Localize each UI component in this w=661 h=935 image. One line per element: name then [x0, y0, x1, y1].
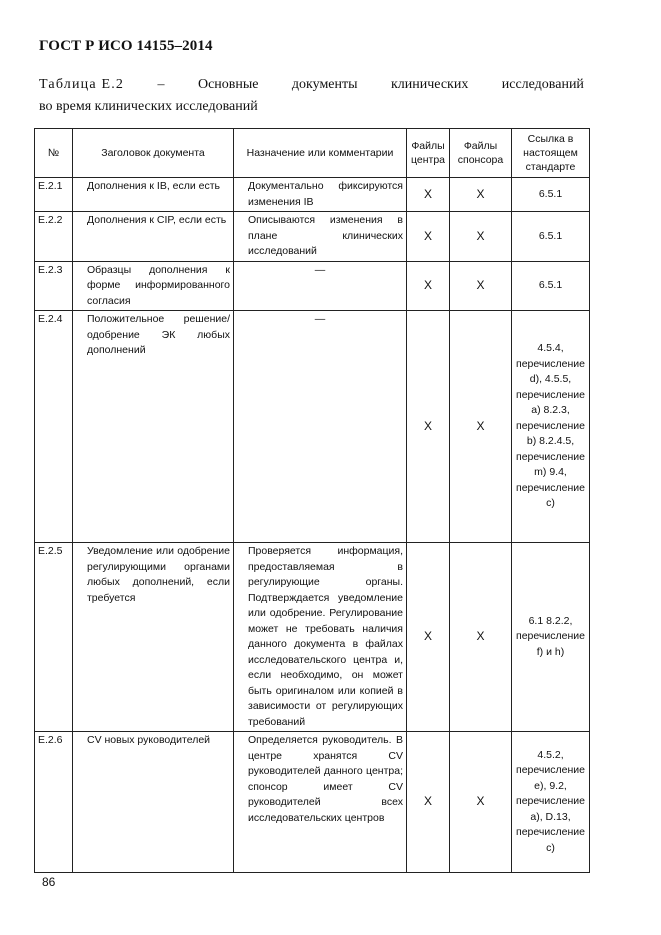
table-row	[35, 212, 590, 262]
row-sponsor-mark: X	[450, 178, 512, 212]
row-purpose: Описываются изменения в плане клинических исследований	[234, 212, 407, 262]
table-header-row	[35, 129, 590, 178]
row-title: Дополнения к CIP, если есть	[73, 212, 234, 262]
row-title: Положительное решение/одобрение ЭК любых дополнений	[73, 311, 234, 543]
row-center-mark: X	[407, 732, 450, 873]
row-number: Е.2.6	[35, 732, 73, 873]
row-title: Дополнения к IB, если есть	[73, 178, 234, 212]
documents-table	[34, 128, 590, 873]
table-row	[35, 178, 590, 212]
caption-label: Таблица Е.2	[39, 77, 125, 92]
row-number: Е.2.2	[35, 212, 73, 262]
row-title: Уведомление или одобрение регулирующими органами любых дополнений, если требуется	[73, 543, 234, 732]
row-number: Е.2.1	[35, 178, 73, 212]
table-row	[35, 261, 590, 311]
table-row	[35, 543, 590, 732]
row-purpose: Определяется руководитель. В центре хранятся CV руководителей данного центра; спонсор имеет CV руководителей всех исследовательских центров	[234, 732, 407, 873]
caption-word: Основные	[197, 77, 259, 92]
table-row	[35, 732, 590, 873]
row-center-mark: X	[407, 212, 450, 262]
caption-dash: –	[157, 77, 165, 92]
row-sponsor-mark: X	[450, 543, 512, 732]
column-header-number: №	[35, 129, 73, 178]
row-sponsor-mark: X	[450, 261, 512, 311]
caption-word: клинических	[390, 77, 469, 92]
row-purpose: Проверяется информация, предоставляемая в регулирующие органы. Подтверждается уведомление или одобрение. Регулирование может не требовать наличия данного документа в файлах исследовательского центра и, если необходимо, он может быть оригиналом или копией в зависимости от регулирующих требований	[234, 543, 407, 732]
column-header-sponsor-files: Файлы спонсора	[450, 129, 512, 178]
row-number: Е.2.4	[35, 311, 73, 543]
row-sponsor-mark: X	[450, 212, 512, 262]
row-reference: 4.5.4, перечисление d), 4.5.5, перечисление a) 8.2.3, перечисление b) 8.2.4.5, перечисление m) 9.4, перечисление c)	[512, 311, 590, 543]
row-purpose: Документально фиксируются изменения IB	[234, 178, 407, 212]
caption-line-1	[39, 74, 584, 96]
row-center-mark: X	[407, 178, 450, 212]
row-reference: 6.5.1	[512, 178, 590, 212]
row-title: Образцы дополнения к форме информированного согласия	[73, 261, 234, 311]
row-center-mark: X	[407, 543, 450, 732]
row-center-mark: X	[407, 311, 450, 543]
column-header-title: Заголовок документа	[73, 129, 234, 178]
caption-line-2: во время клинических исследований	[39, 99, 258, 114]
row-reference: 6.5.1	[512, 261, 590, 311]
caption-word: исследований	[501, 77, 584, 92]
column-header-reference: Ссылка в настоящем стандарте	[512, 129, 590, 178]
row-title: CV новых руководителей	[73, 732, 234, 873]
row-number: Е.2.3	[35, 261, 73, 311]
row-number: Е.2.5	[35, 543, 73, 732]
row-purpose: —	[234, 311, 407, 543]
row-sponsor-mark: X	[450, 311, 512, 543]
row-center-mark: X	[407, 261, 450, 311]
caption-word: документы	[291, 77, 358, 92]
row-purpose: —	[234, 261, 407, 311]
column-header-purpose: Назначение или комментарии	[234, 129, 407, 178]
row-reference: 4.5.2, перечисление e), 9.2, перечисление a), D.13, перечисление c)	[512, 732, 590, 873]
table-caption	[39, 74, 584, 118]
row-reference: 6.1 8.2.2, перечисление f) и h)	[512, 543, 590, 732]
page-number: 86	[42, 875, 56, 889]
row-sponsor-mark: X	[450, 732, 512, 873]
row-reference: 6.5.1	[512, 212, 590, 262]
column-header-center-files: Файлы центра	[407, 129, 450, 178]
table-row	[35, 311, 590, 543]
document-header: ГОСТ Р ИСО 14155–2014	[39, 38, 213, 54]
